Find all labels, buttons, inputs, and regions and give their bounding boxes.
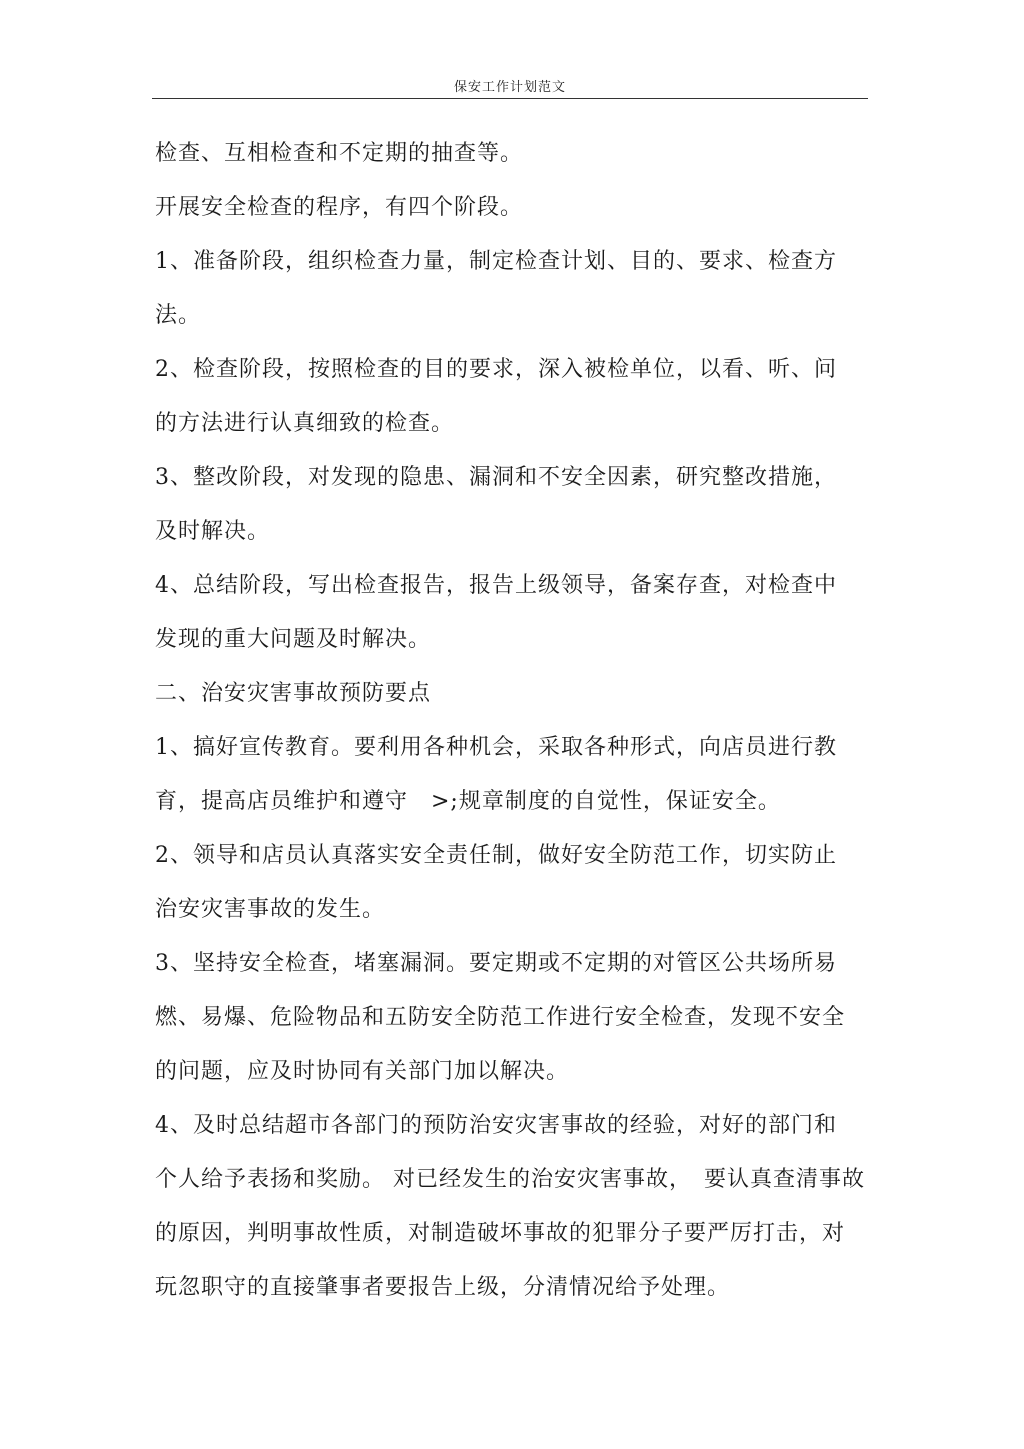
text-line: 1、搞好宣传教育。要利用各种机会，采取各种形式，向店员进行教 xyxy=(155,735,837,760)
text-line: 4、及时总结超市各部门的预防治安灾害事故的经验，对好的部门和 xyxy=(155,1113,837,1138)
text-line: 燃、易爆、危险物品和五防安全防范工作进行安全检查，发现不安全 xyxy=(155,1005,846,1030)
header-divider xyxy=(152,98,868,99)
section-heading: 二、治安灾害事故预防要点 xyxy=(155,681,432,706)
text-line: 的原因，判明事故性质，对制造破坏事故的犯罪分子要严厉打击，对 xyxy=(155,1221,846,1246)
page-header: 保安工作计划范文 xyxy=(453,80,566,95)
text-line: 玩忽职守的直接肇事者要报告上级，分清情况给予处理。 xyxy=(155,1275,731,1300)
text-line: 育，提高店员维护和遵守 >;规章制度的自觉性，保证安全。 xyxy=(155,789,781,814)
text-line: 发现的重大问题及时解决。 xyxy=(155,627,432,652)
text-line: 检查、互相检查和不定期的抽查等。 xyxy=(155,141,524,166)
text-line: 2、领导和店员认真落实安全责任制，做好安全防范工作，切实防止 xyxy=(155,843,837,868)
document-body xyxy=(155,132,865,1320)
text-line: 1、准备阶段，组织检查力量，制定检查计划、目的、要求、检查方 xyxy=(155,249,837,274)
text-line: 及时解决。 xyxy=(155,519,271,544)
text-line: 的方法进行认真细致的检查。 xyxy=(155,411,455,436)
text-line: 法。 xyxy=(155,303,202,328)
text-line: 3、坚持安全检查，堵塞漏洞。要定期或不定期的对管区公共场所易 xyxy=(155,951,837,976)
text-line: 开展安全检查的程序，有四个阶段。 xyxy=(155,195,524,220)
text-line: 的问题，应及时协同有关部门加以解决。 xyxy=(155,1059,570,1084)
text-line: 2、检查阶段，按照检查的目的要求，深入被检单位，以看、听、问 xyxy=(155,357,837,382)
text-line: 治安灾害事故的发生。 xyxy=(155,897,386,922)
text-line: 个人给予表扬和奖励。 对已经发生的治安灾害事故， 要认真查清事故 xyxy=(155,1167,865,1192)
text-line: 3、整改阶段，对发现的隐患、漏洞和不安全因素，研究整改措施， xyxy=(155,465,837,490)
text-line: 4、总结阶段，写出检查报告，报告上级领导，备案存查，对检查中 xyxy=(155,573,837,598)
